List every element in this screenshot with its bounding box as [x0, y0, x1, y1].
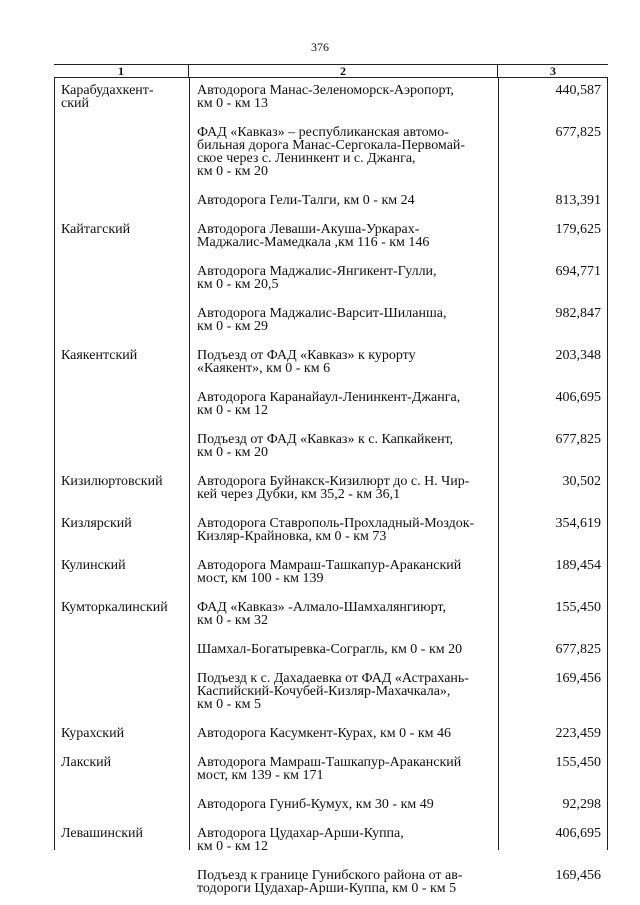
value-cell: 155,450 — [555, 600, 601, 615]
table-row — [55, 475, 607, 501]
value-cell: 354,619 — [555, 516, 601, 531]
table-body — [54, 78, 608, 896]
district-cell — [55, 126, 189, 178]
district-cell — [55, 265, 189, 291]
district-cell: Кулинский — [61, 558, 126, 573]
road-cell: Автодорога Манас-Зеленоморск-Аэропорт, км 0 - км 13 — [197, 83, 454, 111]
value-cell: 694,771 — [555, 264, 601, 279]
value-cell: 189,454 — [555, 558, 601, 573]
road-cell: Автодорога Мамраш-Ташкапур-Араканский мост, км 100 - км 139 — [197, 558, 462, 586]
road-cell: Подъезд к с. Дахадаевка от ФАД «Астрахань- Каспийский-Кочубей-Кизляр-Махачкала», км 0 - км 5 — [197, 671, 469, 712]
column-divider-2 — [498, 78, 499, 850]
row-spacer — [55, 656, 607, 672]
roads-table — [54, 64, 608, 896]
table-row — [55, 827, 607, 853]
road-cell: Автодорога Цудахар-Арши-Куппа, км 0 - км 12 — [197, 826, 404, 854]
district-cell: Карабудахкент- ский — [61, 83, 154, 111]
header-col3: 3 — [550, 64, 556, 78]
district-cell — [55, 643, 189, 656]
value-cell: 677,825 — [555, 432, 601, 447]
table-row — [55, 223, 607, 249]
table-row — [55, 433, 607, 459]
column-divider-1 — [189, 78, 190, 850]
road-cell: Автодорога Буйнакск-Кизилюрт до с. Н. Чир- кей через Дубки, км 35,2 - км 36,1 — [197, 474, 470, 502]
table-rows — [55, 78, 607, 895]
row-spacer — [55, 811, 607, 827]
value-cell: 982,847 — [555, 306, 601, 321]
district-cell: Каякентский — [61, 348, 138, 363]
road-cell: Автодорога Маджалис-Варсит-Шиланша, км 0 - км 29 — [197, 306, 447, 334]
table-row — [55, 307, 607, 333]
row-spacer — [55, 333, 607, 349]
road-cell: Автодорога Маджалис-Янгикент-Гулли, км 0 - км 20,5 — [197, 264, 437, 292]
road-cell: ФАД «Кавказ» -Алмало-Шамхалянгиюрт, км 0 - км 32 — [197, 600, 446, 628]
table-row — [55, 798, 607, 811]
district-cell: Левашинский — [61, 826, 144, 841]
district-cell: Кумторкалинский — [61, 600, 168, 615]
district-cell: Кизлярский — [61, 516, 132, 531]
value-cell: 406,695 — [555, 390, 601, 405]
road-cell: Автодорога Гели-Талги, км 0 - км 24 — [197, 193, 415, 208]
header-col2: 2 — [188, 65, 498, 77]
row-spacer — [55, 417, 607, 433]
district-cell — [55, 391, 189, 417]
value-cell: 30,502 — [562, 474, 601, 489]
table-row — [55, 869, 607, 895]
table-row — [55, 391, 607, 417]
table-row — [55, 517, 607, 543]
road-cell: Подъезд к границе Гунибского района от ав- тодороги Цудахар-Арши-Куппа, км 0 - км 5 — [197, 868, 463, 896]
road-cell: Автодорога Мамраш-Ташкапур-Араканский мост, км 139 - км 171 — [197, 755, 462, 783]
value-cell: 677,825 — [555, 642, 601, 657]
district-cell — [55, 194, 189, 207]
road-cell: Подъезд от ФАД «Кавказ» к курорту «Каякент», км 0 - км 6 — [197, 348, 416, 376]
road-cell: Шамхал-Богатыревка-Сограгль, км 0 - км 20 — [197, 642, 463, 657]
table-row — [55, 756, 607, 782]
row-spacer — [55, 782, 607, 798]
table-row — [55, 643, 607, 656]
row-spacer — [55, 740, 607, 756]
table-row — [55, 265, 607, 291]
road-cell: Автодорога Касумкент-Курах, км 0 - км 46 — [197, 726, 451, 741]
row-spacer — [55, 207, 607, 223]
table-row — [55, 194, 607, 207]
row-spacer — [55, 543, 607, 559]
header-col1: 1 — [118, 64, 124, 78]
value-cell: 155,450 — [555, 755, 601, 770]
value-cell: 92,298 — [562, 797, 601, 812]
table-row — [55, 559, 607, 585]
row-spacer — [55, 375, 607, 391]
row-spacer — [55, 249, 607, 265]
value-cell: 169,456 — [555, 868, 601, 883]
table-row — [55, 601, 607, 627]
value-cell: 223,459 — [555, 726, 601, 741]
table-row — [55, 84, 607, 110]
row-spacer — [55, 853, 607, 869]
row-spacer — [55, 459, 607, 475]
road-cell: ФАД «Кавказ» – республиканская автомо- бильная дорога Манас-Сергокала-Первомай- ское через с. Ленинкент и с. Джанга, км 0 - км 20 — [197, 125, 466, 179]
district-cell: Лакский — [61, 755, 112, 770]
district-cell: Курахский — [61, 726, 125, 741]
row-spacer — [55, 711, 607, 727]
table-row — [55, 126, 607, 178]
value-cell: 406,695 — [555, 826, 601, 841]
page-number: 376 — [311, 40, 329, 54]
district-cell: Кизилюртовский — [61, 474, 163, 489]
row-spacer — [55, 585, 607, 601]
row-spacer — [55, 178, 607, 194]
row-spacer — [55, 110, 607, 126]
value-cell: 440,587 — [555, 83, 601, 98]
district-cell — [55, 672, 189, 711]
road-cell: Автодорога Каранайаул-Ленинкент-Джанга, км 0 - км 12 — [197, 390, 461, 418]
road-cell: Автодорога Ставрополь-Прохладный-Моздок- Кизляр-Крайновка, км 0 - км 73 — [197, 516, 475, 544]
district-cell — [55, 869, 189, 895]
value-cell: 169,456 — [555, 671, 601, 686]
district-cell — [55, 433, 189, 459]
row-spacer — [55, 291, 607, 307]
value-cell: 179,625 — [555, 222, 601, 237]
value-cell: 677,825 — [555, 125, 601, 140]
table-row — [55, 672, 607, 711]
district-cell — [55, 798, 189, 811]
district-cell — [55, 307, 189, 333]
road-cell: Подъезд от ФАД «Кавказ» к с. Капкайкент, км 0 - км 20 — [197, 432, 454, 460]
value-cell: 203,348 — [555, 348, 601, 363]
row-spacer — [55, 501, 607, 517]
row-spacer — [55, 627, 607, 643]
value-cell: 813,391 — [555, 193, 601, 208]
road-cell: Автодорога Леваши-Акуша-Уркарах- Маджалис-Мамедкала ,км 116 - км 146 — [197, 222, 430, 250]
road-cell: Автодорога Гуниб-Кумух, км 30 - км 49 — [197, 797, 434, 812]
table-header — [54, 64, 608, 78]
district-cell: Кайтагский — [61, 222, 131, 237]
table-row — [55, 727, 607, 740]
table-row — [55, 349, 607, 375]
